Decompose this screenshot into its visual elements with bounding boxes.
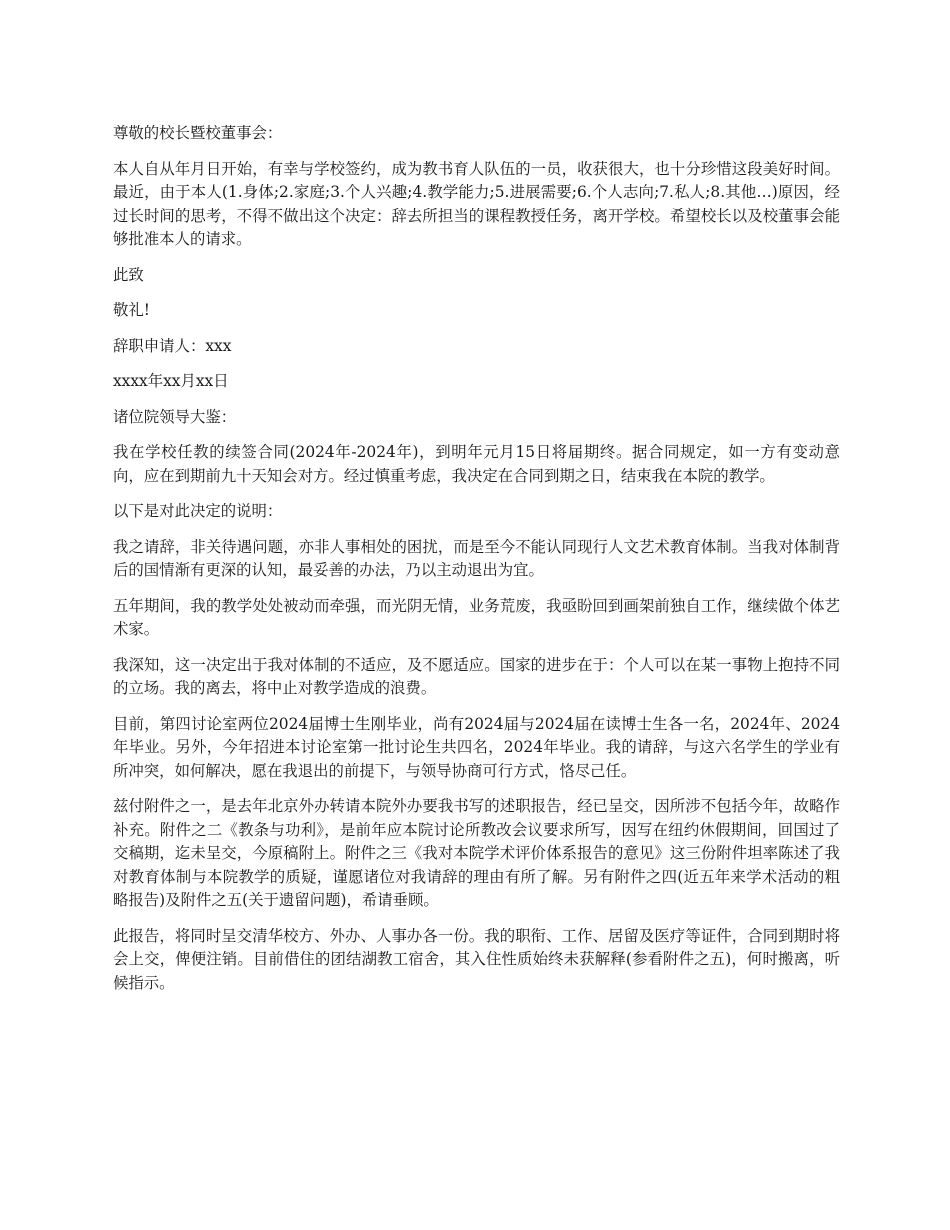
attachments-paragraph: 兹付附件之一，是去年北京外办转请本院外办要我书写的述职报告，经已呈交，因所涉不包括今年，故略作补充。附件之二《教条与功利》，是前年应本院讨论所教改会议要求所写，因写在纽约休假期间，回国过了交稿期，迄未呈交，今原稿附上。附件之三《我对本院学术评价体系报告的意见》这三份附件坦率陈述了我对教育体制与本院教学的质疑，谨愿诸位对我请辞的理由有所了解。另有附件之四(近五年来学术活动的粗略报告)及附件之五(关于遗留问题)，希请垂顾。	[113, 797, 840, 909]
reason-paragraph: 我之请辞，非关待遇问题，亦非人事相处的困扰，而是至今不能认同现行人文艺术教育体制。当我对体制背后的国情渐有更深的认知，最妥善的办法，乃以主动退出为宜。	[113, 537, 840, 579]
resignation-body-paragraph: 本人自从年月日开始，有幸与学校签约，成为教书育人队伍的一员，收获很大，也十分珍惜这段美好时间。最近，由于本人(1.身体;2.家庭;3.个人兴趣;4.教学能力;5.进展需要;6.个人志向;7.私人;8.其他…)原因，经过长时间的思考，不得不做出这个决定：辞去所担当的课程教授任务，离开学校。希望校长以及校董事会能够批准本人的请求。	[113, 159, 840, 248]
contract-paragraph: 我在学校任教的续签合同(2024年-2024年)，到明年元月15日将届期终。据合同规定，如一方有变动意向，应在到期前九十天知会对方。经过慎重考虑，我决定在合同到期之日，结束我在本院的教学。	[113, 443, 840, 485]
salutation-leaders: 诸位院领导大鉴：	[113, 407, 237, 426]
document-body	[113, 122, 840, 1007]
explanation-intro: 以下是对此决定的说明：	[113, 502, 283, 520]
submission-paragraph: 此报告，将同时呈交清华校方、外办、人事办各一份。我的职衔、工作、居留及医疗等证件，合同到期时将会上交，俾便注销。目前借住的团结湖教工宿舍，其入住性质始终未获解释(参看附件之五)，何时搬离，听候指示。	[113, 926, 840, 992]
understanding-paragraph: 我深知，这一决定出于我对体制的不适应，及不愿适应。国家的进步在于：个人可以在某一事物上抱持不同的立场。我的离去，将中止对教学造成的浪费。	[113, 655, 840, 697]
five-years-paragraph: 五年期间，我的教学处处被动而牵强，而光阴无情，业务荒废，我亟盼回到画架前独自工作，继续做个体艺术家。	[113, 596, 840, 638]
students-paragraph: 目前，第四讨论室两位2024届博士生刚毕业，尚有2024届与2024届在读博士生各一名，2024年、2024年毕业。另外，今年招进本讨论室第一批讨论生共四名，2024年毕业。我的请辞，与这六名学生的学业有所冲突，如何解决，愿在我退出的前提下，与领导协商可行方式，恪尽己任。	[113, 714, 840, 780]
signature-date: xxxx年xx月xx日	[113, 372, 229, 390]
closing-jingli: 敬礼!	[113, 301, 150, 319]
closing-cizhi: 此致	[113, 265, 144, 284]
applicant-signature: 辞职申请人：xxx	[113, 336, 232, 355]
salutation-school: 尊敬的校长暨校董事会：	[113, 124, 283, 142]
